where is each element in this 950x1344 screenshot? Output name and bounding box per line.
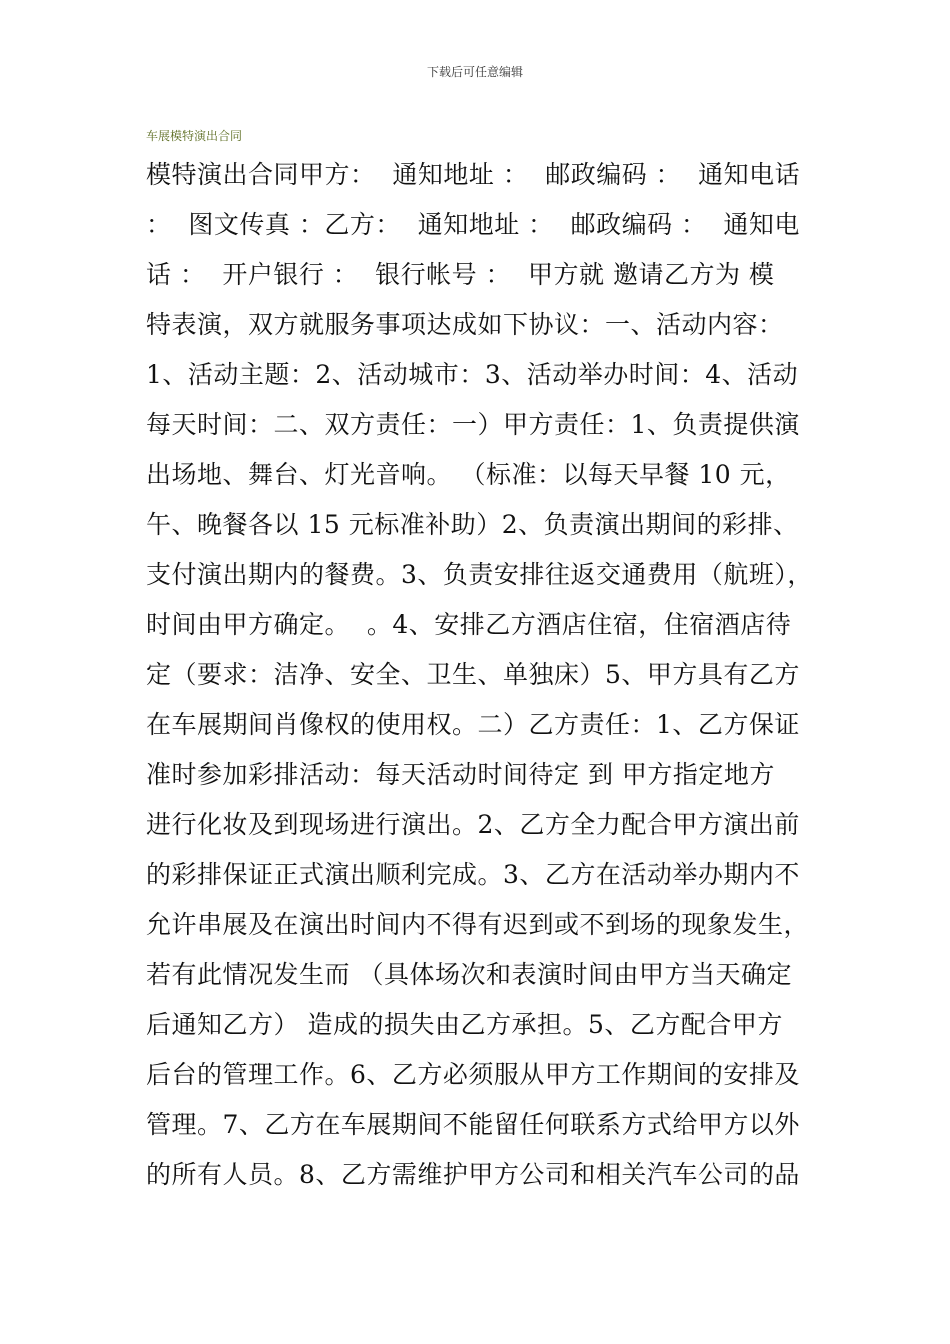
body-line-13: 准时参加彩排活动：每天活动时间待定 到 甲方指定地方 xyxy=(146,760,775,789)
body-line-18: 后通知乙方） 造成的损失由乙方承担。5、乙方配合甲方 xyxy=(146,1010,783,1039)
page-header: 下载后可任意编辑 xyxy=(426,65,523,79)
body-line-17: 若有此情况发生而 （具体场次和表演时间由甲方当天确定 xyxy=(146,960,792,989)
body-line-9: 支付演出期内的餐费。3、负责安排往返交通费用（航班）， xyxy=(146,560,813,589)
body-line-7: 出场地、舞台、灯光音响。 （标准：以每天早餐 10 元， xyxy=(146,460,791,489)
body-line-1: 模特演出合同甲方： 通知地址 ： 邮政编码 ： 通知电话 xyxy=(146,160,801,189)
body-line-6: 每天时间：二、双方责任：一）甲方责任：1、负责提供演 xyxy=(146,410,800,439)
body-line-10: 时间由甲方确定。 。4、安排乙方酒店住宿，住宿酒店待 xyxy=(146,610,792,639)
body-line-16: 允许串展及在演出时间内不得有迟到或不到场的现象发生， xyxy=(146,910,810,939)
document-title: 车展模特演出合同 xyxy=(146,129,243,143)
contract-body xyxy=(146,150,826,1200)
body-line-11: 定（要求：洁净、安全、卫生、单独床）5、甲方具有乙方 xyxy=(146,660,800,689)
body-line-12: 在车展期间肖像权的使用权。二）乙方责任：1、乙方保证 xyxy=(146,710,800,739)
body-line-15: 的彩排保证正式演出顺利完成。3、乙方在活动举办期内不 xyxy=(146,860,800,889)
body-line-14: 进行化妆及到现场进行演出。2、乙方全力配合甲方演出前 xyxy=(146,810,800,839)
body-line-2: ： 图文传真 ：乙方： 通知地址 ： 邮政编码 ： 通知电 xyxy=(146,210,800,239)
body-line-19: 后台的管理工作。6、乙方必须服从甲方工作期间的安排及 xyxy=(146,1060,800,1089)
body-line-5: 1、活动主题：2、活动城市：3、活动举办时间：4、活动 xyxy=(146,360,799,389)
body-line-20: 管理。7、乙方在车展期间不能留任何联系方式给甲方以外 xyxy=(146,1110,800,1139)
body-line-4: 特表演，双方就服务事项达成如下协议：一、活动内容： xyxy=(146,310,784,339)
body-line-21: 的所有人员。8、乙方需维护甲方公司和相关汽车公司的品 xyxy=(146,1160,800,1189)
body-line-8: 午、晚餐各以 15 元标准补助）2、负责演出期间的彩排、 xyxy=(146,510,799,539)
body-line-3: 话 ： 开户银行 ： 银行帐号 ： 甲方就 邀请乙方为 模 xyxy=(146,260,775,289)
